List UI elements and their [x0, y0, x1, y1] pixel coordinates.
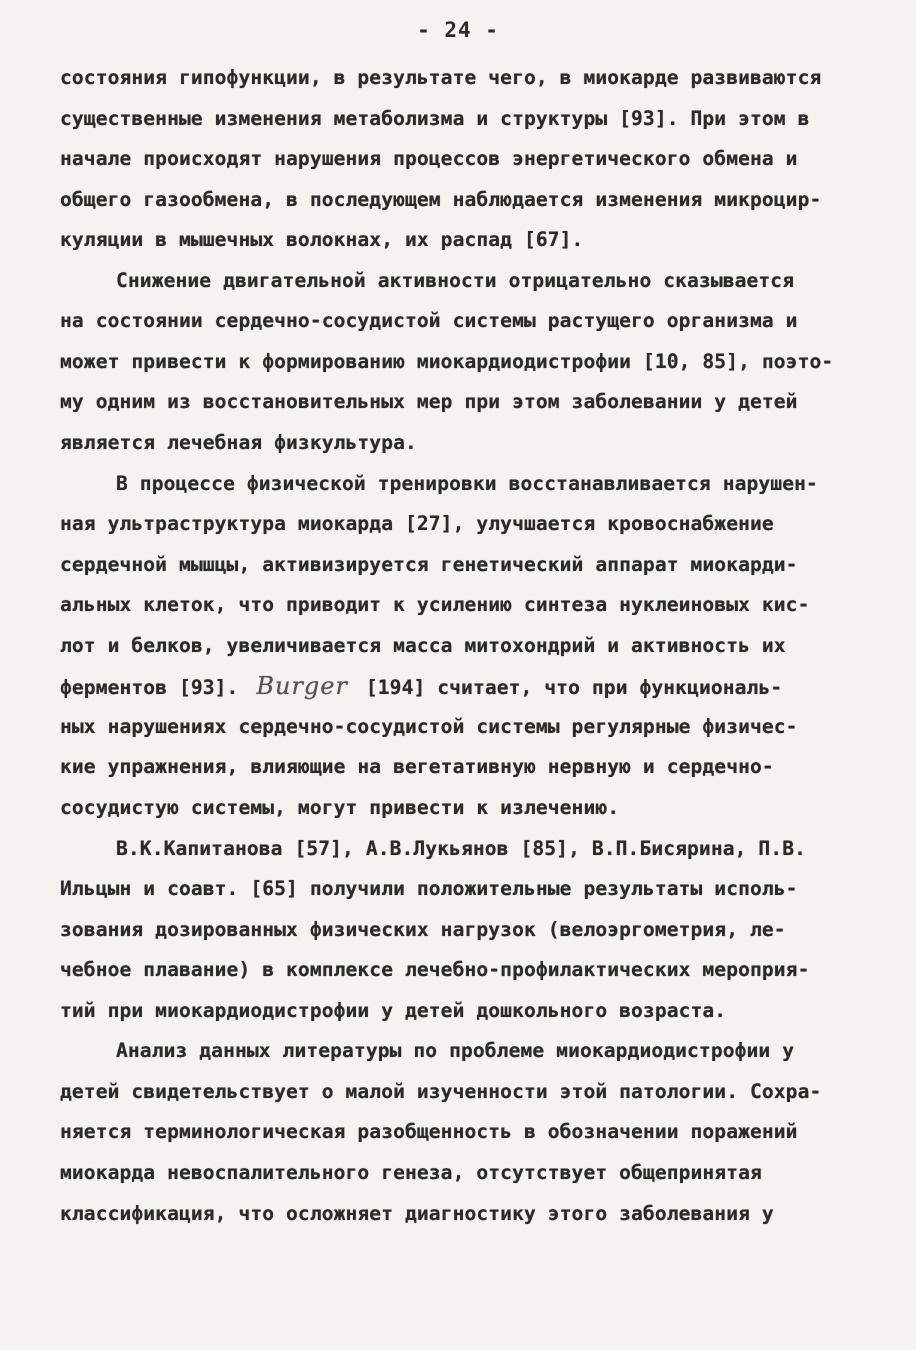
- text-line: кие упражнения, влияющие на вегетативную нервную и сердечно-: [60, 755, 774, 778]
- text-line: может привести к формированию миокардиодистрофии [10, 85], поэто-: [60, 350, 834, 373]
- text-line: ных нарушениях сердечно-сосудистой системы регулярные физичес-: [60, 715, 798, 738]
- text-line: начале происходят нарушения процессов энергетического обмена и: [60, 147, 798, 170]
- paragraph-start-line: Снижение двигательной активности отрицательно сказывается: [116, 269, 795, 292]
- continuation-text: [194] считает, что при функциональ-: [365, 676, 783, 699]
- text-line: общего газообмена, в последующем наблюдается изменения микроцир-: [60, 188, 822, 211]
- text-line: Ильцын и соавт. [65] получили положительные результаты исполь-: [60, 877, 798, 900]
- text-line: детей свидетельствует о малой изученности этой патологии. Сохра-: [60, 1080, 822, 1103]
- paragraph-start-line: Анализ данных литературы по проблеме миокардиодистрофии у: [116, 1039, 795, 1062]
- paragraph-start-line: В.К.Капитанова [57], А.В.Лукьянов [85], В.П.Бисярина, П.В.: [116, 837, 806, 860]
- text-line: тий при миокардиодистрофии у детей дошкольного возраста.: [60, 999, 727, 1022]
- text-line: сосудистую системы, могут привести к излечению.: [60, 796, 620, 819]
- paragraph-start-line: В процессе физической тренировки восстанавливается нарушен-: [116, 472, 818, 495]
- text-line: му одним из восстановительных мер при этом заболевании у детей: [60, 390, 798, 413]
- text-line: существенные изменения метаболизма и структуры [93]. При этом в: [60, 107, 810, 130]
- text-line: на состоянии сердечно-сосудистой системы растущего организма и: [60, 309, 798, 332]
- text-line: чебное плавание) в комплексе лечебно-профилактических мероприя-: [60, 958, 810, 981]
- text-line: альных клеток, что приводит к усилению синтеза нуклеиновых кис-: [60, 593, 810, 616]
- page-number: - 24 -: [417, 18, 499, 42]
- text-line-with-handwriting: [60, 672, 856, 702]
- text-line: миокарда невоспалительного генеза, отсутствует общепринятая: [60, 1161, 762, 1184]
- text-line: зования дозированных физических нагрузок (велоэргометрия, ле-: [60, 918, 786, 941]
- text-line: ная ультраструктура миокарда [27], улучшается кровоснабжение: [60, 512, 774, 535]
- text-line: классификация, что осложняет диагностику этого заболевания у: [60, 1202, 774, 1225]
- text-line: куляции в мышечных волокнах, их распад [67].: [60, 228, 584, 251]
- text-line: няется терминологическая разобщенность в обозначении поражений: [60, 1120, 798, 1143]
- text-line: является лечебная физкультура.: [60, 431, 417, 454]
- text-line: сердечной мышцы, активизируется генетический аппарат миокарди-: [60, 553, 798, 576]
- handwritten-insertion: Burger: [256, 672, 348, 700]
- citation-text: ферментов [93].: [60, 676, 239, 699]
- text-line: состояния гипофункции, в результате чего, в миокарде развиваются: [60, 66, 822, 89]
- text-line: лот и белков, увеличивается масса митохондрий и активность их: [60, 634, 786, 657]
